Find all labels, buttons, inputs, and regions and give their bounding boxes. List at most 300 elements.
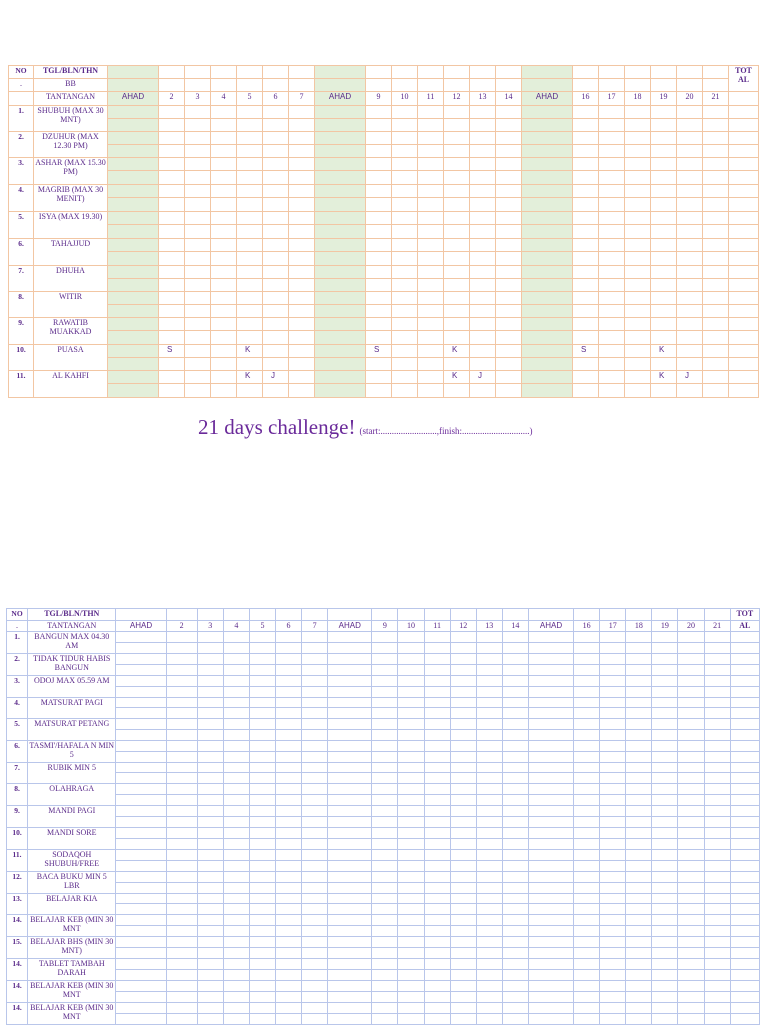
check-cell	[116, 904, 166, 915]
check-cell	[522, 185, 573, 198]
check-cell	[496, 145, 522, 158]
day-cell	[108, 66, 159, 79]
check-cell	[574, 981, 600, 992]
total-cell	[729, 345, 759, 358]
check-cell	[289, 198, 315, 212]
check-cell	[418, 279, 444, 292]
check-cell	[574, 828, 600, 839]
check-cell	[444, 158, 470, 171]
check-cell	[573, 119, 599, 132]
check-cell	[703, 145, 729, 158]
check-cell	[626, 937, 652, 948]
check-cell	[392, 106, 418, 119]
check-cell	[166, 937, 197, 948]
table2-row-sub	[7, 752, 760, 763]
check-cell	[249, 773, 275, 784]
check-cell	[470, 106, 496, 119]
check-cell	[366, 119, 392, 132]
day-label: 10	[392, 92, 418, 106]
check-cell	[249, 698, 275, 708]
check-cell	[116, 741, 166, 752]
check-cell	[704, 959, 730, 970]
day-cell	[185, 79, 211, 92]
check-cell	[302, 904, 328, 915]
check-cell	[496, 279, 522, 292]
check-cell	[496, 266, 522, 279]
check-cell	[450, 752, 476, 763]
check-cell	[372, 752, 398, 763]
check-cell	[528, 665, 573, 676]
check-cell	[677, 212, 703, 225]
check-cell	[289, 279, 315, 292]
check-cell	[652, 632, 678, 643]
table2-row	[7, 719, 760, 730]
check-cell	[398, 839, 424, 850]
check-cell	[599, 158, 625, 171]
check-cell	[315, 252, 366, 266]
check-cell	[372, 981, 398, 992]
check-cell	[237, 358, 263, 371]
check-cell	[116, 937, 166, 948]
check-cell	[302, 828, 328, 839]
total-cell	[729, 358, 759, 371]
check-cell	[599, 198, 625, 212]
challenge-table-ibadah	[8, 65, 759, 398]
check-cell	[600, 806, 626, 817]
check-cell	[197, 904, 223, 915]
check-cell	[677, 198, 703, 212]
check-cell	[315, 292, 366, 305]
check-cell	[625, 252, 651, 266]
check-cell	[625, 145, 651, 158]
check-cell	[444, 358, 470, 371]
day-cell	[470, 66, 496, 79]
check-cell	[626, 643, 652, 654]
row-label: TIDAK TIDUR HABIS BANGUN	[28, 654, 116, 676]
check-cell	[289, 212, 315, 225]
check-cell	[302, 915, 328, 926]
check-cell	[574, 676, 600, 687]
check-cell	[197, 719, 223, 730]
check-cell	[730, 817, 759, 828]
check-cell	[166, 643, 197, 654]
check-cell	[496, 252, 522, 266]
check-cell	[315, 145, 366, 158]
check-cell	[424, 981, 450, 992]
check-cell	[185, 292, 211, 305]
check-cell	[528, 632, 573, 643]
check-cell	[730, 752, 759, 763]
table1-row	[9, 318, 759, 331]
check-cell	[223, 719, 249, 730]
day-cell	[424, 609, 450, 621]
check-cell	[197, 741, 223, 752]
day-label: AHAD	[315, 92, 366, 106]
check-cell	[677, 132, 703, 145]
check-cell	[223, 970, 249, 981]
check-cell	[315, 119, 366, 132]
check-cell	[599, 279, 625, 292]
check-cell	[249, 850, 275, 861]
check-cell	[315, 239, 366, 252]
check-cell	[159, 145, 185, 158]
check-cell	[166, 719, 197, 730]
table2-row	[7, 850, 760, 861]
check-cell	[476, 894, 502, 904]
check-cell	[328, 806, 372, 817]
table1-row-sub	[9, 145, 759, 158]
check-cell	[600, 676, 626, 687]
check-cell	[502, 708, 528, 719]
row-label: ODOJ MAX 05.59 AM	[28, 676, 116, 698]
check-cell	[289, 292, 315, 305]
check-cell	[522, 279, 573, 292]
day-cell	[677, 79, 703, 92]
check-cell	[366, 132, 392, 145]
check-cell	[626, 708, 652, 719]
check-cell	[289, 225, 315, 239]
check-cell	[678, 948, 704, 959]
day-cell	[522, 66, 573, 79]
check-cell	[185, 225, 211, 239]
table1-row	[9, 292, 759, 305]
check-cell	[678, 883, 704, 894]
row-no: 5.	[7, 719, 28, 741]
check-cell	[418, 305, 444, 318]
check-cell	[522, 331, 573, 345]
check-cell	[166, 970, 197, 981]
check-cell	[522, 252, 573, 266]
check-cell	[703, 132, 729, 145]
check-cell	[528, 806, 573, 817]
check-cell	[372, 676, 398, 687]
check-cell	[522, 212, 573, 225]
day-cell	[600, 609, 626, 621]
check-cell	[652, 719, 678, 730]
check-cell	[108, 358, 159, 371]
check-cell	[366, 266, 392, 279]
day-cell	[573, 79, 599, 92]
check-cell	[450, 730, 476, 741]
check-cell	[315, 358, 366, 371]
check-cell	[211, 185, 237, 198]
check-cell	[730, 643, 759, 654]
check-cell	[166, 698, 197, 708]
check-cell	[704, 752, 730, 763]
day-cell	[574, 609, 600, 621]
mark-cell: K	[444, 345, 470, 358]
table1-row	[9, 266, 759, 279]
check-cell	[450, 773, 476, 784]
check-cell	[197, 632, 223, 643]
check-cell	[476, 937, 502, 948]
check-cell	[398, 654, 424, 665]
check-cell	[528, 872, 573, 883]
check-cell	[626, 752, 652, 763]
row-no: 7.	[9, 266, 34, 292]
check-cell	[424, 828, 450, 839]
check-cell	[302, 741, 328, 752]
check-cell	[166, 795, 197, 806]
check-cell	[450, 839, 476, 850]
check-cell	[197, 784, 223, 795]
check-cell	[600, 698, 626, 708]
check-cell	[600, 992, 626, 1003]
day-label: 19	[652, 621, 678, 632]
challenge-table-habits	[6, 608, 760, 1025]
check-cell	[496, 292, 522, 305]
check-cell	[678, 981, 704, 992]
check-cell	[496, 318, 522, 331]
check-cell	[116, 643, 166, 654]
row-label: SODAQOH SHUBUH/FREE	[28, 850, 116, 872]
check-cell	[730, 632, 759, 643]
check-cell	[302, 763, 328, 773]
day-cell	[237, 66, 263, 79]
check-cell	[522, 171, 573, 185]
check-cell	[372, 872, 398, 883]
check-cell	[116, 719, 166, 730]
check-cell	[574, 937, 600, 948]
check-cell	[424, 948, 450, 959]
check-cell	[263, 279, 289, 292]
check-cell	[237, 305, 263, 318]
check-cell	[249, 806, 275, 817]
check-cell	[651, 119, 677, 132]
check-cell	[328, 904, 372, 915]
check-cell	[703, 185, 729, 198]
check-cell	[302, 1003, 328, 1014]
check-cell	[211, 106, 237, 119]
check-cell	[223, 665, 249, 676]
row-no: 6.	[7, 741, 28, 763]
check-cell	[450, 665, 476, 676]
check-cell	[372, 643, 398, 654]
check-cell	[185, 239, 211, 252]
check-cell	[444, 279, 470, 292]
check-cell	[166, 687, 197, 698]
check-cell	[450, 915, 476, 926]
check-cell	[116, 632, 166, 643]
check-cell	[502, 894, 528, 904]
check-cell	[328, 763, 372, 773]
total-cell	[729, 158, 759, 171]
check-cell	[677, 252, 703, 266]
check-cell	[574, 643, 600, 654]
check-cell	[276, 665, 302, 676]
day-cell	[159, 79, 185, 92]
check-cell	[496, 345, 522, 358]
check-cell	[703, 331, 729, 345]
table1-row-sub	[9, 305, 759, 318]
check-cell	[211, 318, 237, 331]
check-cell	[470, 239, 496, 252]
check-cell	[302, 708, 328, 719]
check-cell	[237, 132, 263, 145]
row-label: TABLET TAMBAH DARAH	[28, 959, 116, 981]
check-cell	[678, 643, 704, 654]
check-cell	[116, 708, 166, 719]
check-cell	[223, 1014, 249, 1025]
check-cell	[470, 252, 496, 266]
check-cell	[574, 915, 600, 926]
day-label: 7	[302, 621, 328, 632]
check-cell	[476, 861, 502, 872]
check-cell	[678, 937, 704, 948]
check-cell	[476, 687, 502, 698]
check-cell	[730, 926, 759, 937]
check-cell	[276, 806, 302, 817]
check-cell	[398, 676, 424, 687]
check-cell	[185, 345, 211, 358]
check-cell	[574, 948, 600, 959]
table2-row-sub	[7, 643, 760, 654]
check-cell	[237, 212, 263, 225]
check-cell	[678, 861, 704, 872]
check-cell	[276, 992, 302, 1003]
check-cell	[626, 795, 652, 806]
check-cell	[249, 883, 275, 894]
check-cell	[263, 132, 289, 145]
check-cell	[651, 158, 677, 171]
check-cell	[424, 1003, 450, 1014]
check-cell	[573, 292, 599, 305]
check-cell	[703, 198, 729, 212]
check-cell	[652, 654, 678, 665]
check-cell	[116, 861, 166, 872]
check-cell	[652, 839, 678, 850]
check-cell	[528, 784, 573, 795]
check-cell	[652, 981, 678, 992]
check-cell	[573, 266, 599, 279]
check-cell	[116, 665, 166, 676]
check-cell	[392, 185, 418, 198]
check-cell	[328, 926, 372, 937]
check-cell	[444, 198, 470, 212]
check-cell	[392, 305, 418, 318]
check-cell	[626, 741, 652, 752]
check-cell	[450, 708, 476, 719]
check-cell	[249, 752, 275, 763]
check-cell	[625, 225, 651, 239]
check-cell	[651, 305, 677, 318]
check-cell	[522, 266, 573, 279]
check-cell	[315, 185, 366, 198]
caption-title: 21 days challenge!	[198, 415, 356, 439]
check-cell	[424, 904, 450, 915]
check-cell	[398, 872, 424, 883]
table1-days-row	[9, 92, 759, 106]
table2-row	[7, 741, 760, 752]
check-cell	[424, 719, 450, 730]
check-cell	[651, 318, 677, 331]
check-cell	[392, 145, 418, 158]
check-cell	[677, 358, 703, 371]
check-cell	[677, 106, 703, 119]
check-cell	[289, 239, 315, 252]
check-cell	[450, 817, 476, 828]
check-cell	[470, 158, 496, 171]
check-cell	[223, 773, 249, 784]
check-cell	[372, 894, 398, 904]
check-cell	[398, 959, 424, 970]
check-cell	[166, 817, 197, 828]
check-cell	[599, 225, 625, 239]
check-cell	[450, 850, 476, 861]
check-cell	[528, 763, 573, 773]
row-no: 9.	[7, 806, 28, 828]
check-cell	[730, 784, 759, 795]
check-cell	[496, 158, 522, 171]
check-cell	[366, 279, 392, 292]
check-cell	[496, 305, 522, 318]
check-cell	[398, 795, 424, 806]
check-cell	[315, 225, 366, 239]
check-cell	[185, 171, 211, 185]
check-cell	[652, 1003, 678, 1014]
table1-row-sub	[9, 358, 759, 371]
check-cell	[276, 741, 302, 752]
day-cell	[678, 609, 704, 621]
total-cell	[729, 92, 759, 106]
check-cell	[528, 795, 573, 806]
total-cell	[729, 305, 759, 318]
check-cell	[625, 198, 651, 212]
check-cell	[249, 861, 275, 872]
row-no: 3.	[7, 676, 28, 698]
check-cell	[263, 185, 289, 198]
total-cell	[729, 225, 759, 239]
mark-cell: S	[159, 345, 185, 358]
check-cell	[418, 158, 444, 171]
check-cell	[528, 828, 573, 839]
day-cell	[599, 66, 625, 79]
check-cell	[108, 132, 159, 145]
check-cell	[263, 358, 289, 371]
row-no: 14.	[7, 1003, 28, 1025]
check-cell	[276, 773, 302, 784]
check-cell	[573, 145, 599, 158]
check-cell	[730, 708, 759, 719]
check-cell	[502, 915, 528, 926]
check-cell	[237, 198, 263, 212]
check-cell	[450, 948, 476, 959]
check-cell	[528, 861, 573, 872]
check-cell	[159, 185, 185, 198]
check-cell	[573, 225, 599, 239]
check-cell	[626, 992, 652, 1003]
check-cell	[678, 784, 704, 795]
check-cell	[502, 1003, 528, 1014]
day-label: 6	[263, 92, 289, 106]
total-cell	[729, 239, 759, 252]
day-cell	[703, 79, 729, 92]
row-no: 1.	[9, 106, 34, 132]
row-label: MANDI SORE	[28, 828, 116, 850]
table2-row-sub	[7, 861, 760, 872]
day-cell	[652, 609, 678, 621]
check-cell	[574, 926, 600, 937]
check-cell	[574, 806, 600, 817]
check-cell	[626, 1003, 652, 1014]
check-cell	[398, 992, 424, 1003]
check-cell	[626, 719, 652, 730]
check-cell	[116, 1003, 166, 1014]
check-cell	[263, 198, 289, 212]
check-cell	[289, 358, 315, 371]
check-cell	[424, 970, 450, 981]
check-cell	[476, 632, 502, 643]
